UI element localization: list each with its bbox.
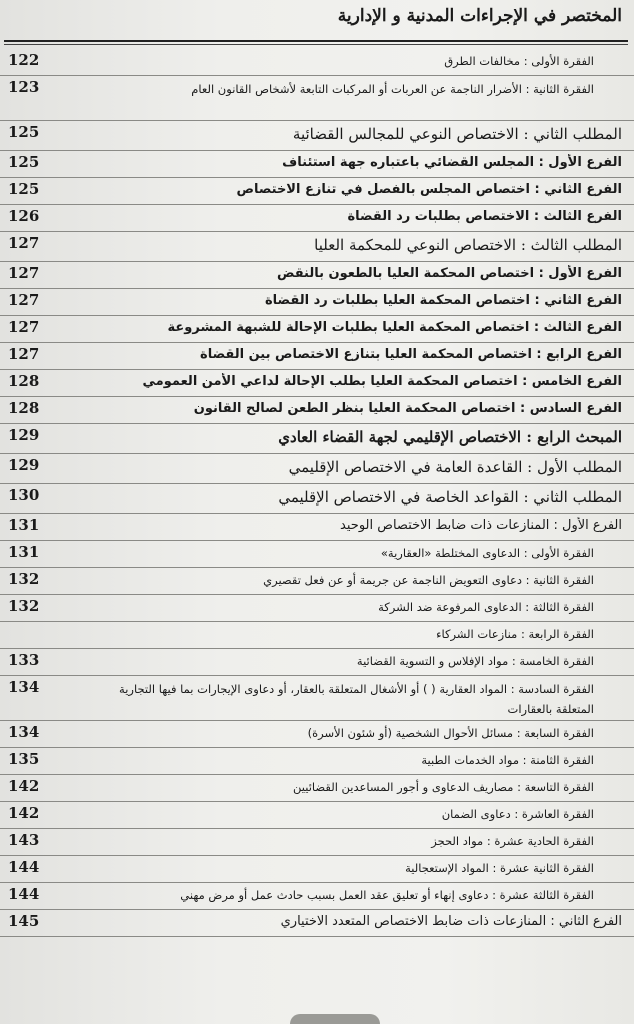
toc-row (0, 541, 634, 568)
toc-page-number: 127 (8, 318, 40, 336)
toc-page-number: 131 (8, 516, 40, 534)
toc-entry-text: المطلب الثاني : القواعد الخاصة في الاختصاص الإقليمي (278, 488, 622, 506)
toc-row (0, 514, 634, 541)
toc-page-number: 127 (8, 345, 40, 363)
toc-page-number: 134 (8, 723, 40, 741)
toc-page-number: 128 (8, 372, 40, 390)
toc-row (0, 484, 634, 514)
toc-page-number: 132 (8, 570, 40, 588)
toc-row (0, 856, 634, 883)
toc-row (0, 343, 634, 370)
toc-entry-text: الفقرة الثانية عشرة : المواد الإستعجالية (405, 861, 594, 875)
running-header: المختصر في الإجراءات المدنية و الإدارية (337, 6, 622, 26)
toc-page-number: 130 (8, 486, 40, 504)
toc-page-number: 143 (8, 831, 40, 849)
toc-row (0, 205, 634, 232)
toc-row (0, 316, 634, 343)
binding-shadow (290, 1014, 380, 1024)
toc-row (0, 232, 634, 262)
toc-row (0, 76, 634, 121)
toc-entry-text: الفرع الأول : اختصاص المحكمة العليا بالطعون بالنقض (276, 266, 622, 281)
toc-entry-text: الفرع الأول : المجلس القضائي باعتباره جهة استئناف (282, 155, 622, 170)
toc-entry-text: الفرع الثالث : الاختصاص بطلبات رد القضاة (347, 209, 622, 224)
toc-page-number: 125 (8, 180, 40, 198)
toc-row (0, 910, 634, 937)
toc-row (0, 397, 634, 424)
toc-row (0, 748, 634, 775)
toc-row (0, 802, 634, 829)
toc-page-number: 127 (8, 291, 40, 309)
toc-row (0, 883, 634, 910)
toc-row (0, 829, 634, 856)
header-rule-thin (4, 44, 628, 45)
toc-row (0, 178, 634, 205)
toc-page-number: 123 (8, 78, 40, 96)
toc-page-number: 135 (8, 750, 40, 768)
toc-row (0, 424, 634, 454)
toc-row (0, 622, 634, 649)
toc-entry-text: الفقرة الأولى : مخالفات الطرق (444, 54, 594, 68)
toc-entry-text: الفرع الثاني : المنازعات ذات ضابط الاختصاص المتعدد الاختياري (280, 914, 622, 929)
toc-row (0, 370, 634, 397)
toc-entry-text: الفقرة الثالثة عشرة : دعاوى إنهاء أو تعليق عقد العمل بسبب حادث عمل أو مرض مهني (180, 888, 594, 902)
toc-entry-text: الفرع الرابع : اختصاص المحكمة العليا بتنازع الاختصاص بين القضاة (200, 347, 622, 362)
toc-page-number: 145 (8, 912, 40, 930)
toc-row (0, 595, 634, 622)
toc-page-number: 134 (8, 678, 40, 696)
toc-entry-text: الفقرة التاسعة : مصاريف الدعاوى و أجور المساعدين القضائيين (293, 780, 594, 794)
toc-row (0, 568, 634, 595)
toc-page-number: 144 (8, 885, 40, 903)
toc-row (0, 649, 634, 676)
toc-entry-text: الفرع الأول : المنازعات ذات ضابط الاختصاص الوحيد (340, 518, 622, 533)
toc-entry-text: الفقرة الثانية : دعاوى التعويض الناجمة عن جريمة أو عن فعل تقصيري (263, 573, 594, 587)
toc-entry-text: الفقرة الرابعة : منازعات الشركاء (436, 627, 594, 641)
toc-page-number: 127 (8, 234, 40, 252)
toc-entry-text: الفرع الثالث : اختصاص المحكمة العليا بطلبات الإحالة للشبهة المشروعة (167, 320, 622, 335)
toc-entry-text: المطلب الأول : القاعدة العامة في الاختصاص الإقليمي (288, 458, 622, 476)
toc-entry-text: المبحث الرابع : الاختصاص الإقليمي لجهة القضاء العادي (278, 428, 622, 446)
toc-entry-text: الفرع الثاني : اختصاص المحكمة العليا بطلبات رد القضاة (264, 293, 622, 308)
toc-entry-text: الفقرة الحادية عشرة : مواد الحجز (431, 834, 594, 848)
toc-page-number: 129 (8, 456, 40, 474)
toc-entry-text: الفقرة الثالثة : الدعاوى المرفوعة ضد الشركة (378, 600, 594, 614)
toc-page-number: 144 (8, 858, 40, 876)
toc-row (0, 775, 634, 802)
toc-row (0, 721, 634, 748)
toc-row (0, 49, 634, 76)
toc-row (0, 121, 634, 151)
toc-row (0, 151, 634, 178)
toc-entry-text: المطلب الثالث : الاختصاص النوعي للمحكمة العليا (314, 236, 622, 254)
toc-page-number: 127 (8, 264, 40, 282)
toc-entry-text: الفقرة الثانية : الأضرار الناجمة عن العربات أو المركبات التابعة لأشخاص القانون العام (191, 82, 594, 96)
toc-entry-text: الفقرة الخامسة : مواد الإفلاس و التسوية القضائية (356, 654, 594, 668)
toc-row (0, 676, 634, 721)
toc-row (0, 454, 634, 484)
toc-entry-text: الفقرة السادسة : المواد العقارية ( ) أو الأشغال المتعلقة بالعقار، أو دعاوى الإيجارات بما فيها التجارية المتعلقة بالعقارات (119, 682, 594, 716)
table-of-contents (0, 49, 634, 937)
toc-entry-text: الفقرة الثامنة : مواد الخدمات الطبية (421, 753, 594, 767)
toc-page-number: 142 (8, 804, 40, 822)
toc-entry-text: الفقرة السابعة : مسائل الأحوال الشخصية (أو شئون الأسرة) (307, 726, 594, 740)
toc-entry-text: الفرع الخامس : اختصاص المحكمة العليا بطلب الإحالة لداعي الأمن العمومي (142, 374, 622, 389)
toc-page-number: 142 (8, 777, 40, 795)
toc-page-number: 122 (8, 51, 40, 69)
toc-row (0, 289, 634, 316)
toc-entry-text: المطلب الثاني : الاختصاص النوعي للمجالس القضائية (292, 125, 622, 143)
toc-page-number: 128 (8, 399, 40, 417)
toc-page-number: 131 (8, 543, 40, 561)
toc-row (0, 262, 634, 289)
toc-entry-text: الفقرة الأولى : الدعاوى المختلطة «العقارية» (380, 546, 594, 560)
toc-entry-text: الفرع الثاني : اختصاص المجلس بالفصل في تنازع الاختصاص (236, 182, 622, 197)
header-rule (4, 40, 628, 42)
toc-page-number: 129 (8, 426, 40, 444)
toc-page-number: 125 (8, 153, 40, 171)
toc-page-number: 126 (8, 207, 40, 225)
toc-page-number: 133 (8, 651, 40, 669)
toc-page-number: 125 (8, 123, 40, 141)
toc-page-number: 132 (8, 597, 40, 615)
toc-entry-text: الفرع السادس : اختصاص المحكمة العليا بنظر الطعن لصالح القانون (193, 401, 622, 416)
toc-entry-text: الفقرة العاشرة : دعاوى الضمان (441, 807, 594, 821)
